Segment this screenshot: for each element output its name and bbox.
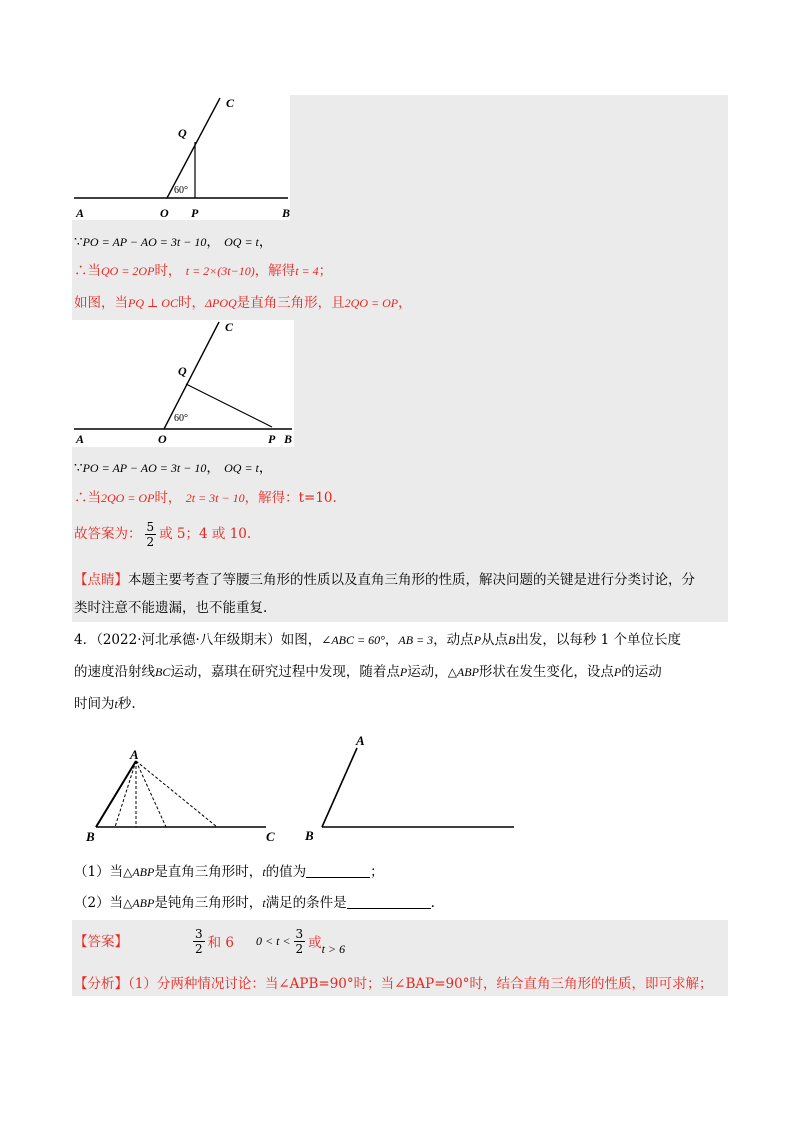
variable-t: t [114,697,118,711]
ab-condition: AB = 3 [398,633,434,647]
comma: ， [398,295,412,311]
fig1-label-c: C [226,96,235,110]
q1-prefix: （1）当 [74,864,124,880]
expr-po: PO = AP − AO = 3t − 10 [82,461,207,475]
fraction-numerator: 5 [146,520,155,534]
when-text: 时， [154,263,182,279]
q1-text: 是直角三角形时， [154,864,263,880]
fraction-denominator: 2 [295,941,304,956]
or-text: 或 [308,935,322,951]
fig2-ray-oc [164,322,219,429]
fig1-angle-label: 60° [174,185,188,196]
text: 的运动 [621,664,662,680]
block1-line1 [74,232,272,252]
answer-blank-2[interactable] [347,894,431,909]
fig2-segment-pq [186,384,272,427]
comment-tag: 【点睛】 [74,572,128,588]
fraction-denominator: 2 [146,535,155,549]
point-p: P [399,665,408,679]
fig2-label-b: B [284,432,293,446]
comma: ， [258,234,273,250]
text: 运动， [407,664,448,680]
fraction-5-2 [145,520,157,549]
fig3-label-b: B [86,829,95,844]
fig3-dash-3 [136,761,166,827]
comma: ， [206,460,220,476]
figure-2 [72,318,298,448]
cond-qo: QO = 2OP [101,264,155,278]
fraction-3-2 [193,927,205,956]
fraction-numerator: 3 [295,926,304,941]
q2-text: 是钝角三角形时， [154,895,263,911]
point-p: P [473,633,482,647]
fraction-numerator: 3 [195,926,203,941]
expr-oq: OQ = t [224,235,259,249]
problem-source: （2022·河北承德·八年级期末）如图， [96,632,322,648]
expr-po: PO = AP − AO = 3t − 10 [82,235,207,249]
problem-number: 4． [74,632,97,648]
therefore-when: ∴当 [74,490,101,506]
fig1-label-p: P [191,206,199,220]
point-p: P [613,665,622,679]
fig2-angle-label: 60° [174,413,188,424]
fig3-label-a: A [130,747,139,762]
block2-answer [74,518,251,550]
fraction-3-2 [294,927,306,956]
because-symbol: ∵ [74,234,83,250]
equation: t = 2×(3t−10) [185,264,255,278]
block2-line2 [74,488,337,508]
comma: ， [258,460,273,476]
comma: ， [206,234,220,250]
expr-oq: OQ = t [224,461,259,475]
block2-line1 [74,458,272,478]
therefore-when: ∴当 [74,263,101,279]
fig2-label-q: Q [178,364,187,378]
block1-line3 [74,293,412,313]
fig2-label-a: A [76,432,85,446]
text: 运动，嘉琪在研究过程中发现，随着点 [170,664,400,680]
fig1-label-a: A [76,206,85,220]
analysis-tag: 【分析】 [74,976,128,992]
problem4-line2 [74,662,662,682]
answer-shade [72,920,728,968]
fig1-label-b: B [282,206,291,220]
fig3-dash-1 [115,761,136,827]
equation: 2t = 3t − 10 [185,491,245,505]
comma: ， [384,632,399,648]
as-figure-when: 如图，当 [74,295,128,311]
block1-line2 [74,261,332,281]
variable-t: t [262,865,266,879]
triangle-abp: △ABP [447,665,479,679]
answer-1 [190,921,234,961]
ray-bc: BC [155,665,171,679]
triangle-abp: △ABP [123,865,155,879]
q2-prefix: （2）当 [74,895,124,911]
fig2-label-c: C [225,320,234,334]
figure-1 [72,95,292,223]
semicolon: ； [318,263,333,279]
fig3-label-c: C [266,829,275,844]
solve-text: ，解得 [254,263,296,279]
text: 时间为 [74,696,115,712]
fig4-label-b: B [305,828,314,843]
fig2-label-o: O [158,432,167,446]
comment-text: 本题主要考查了等腰三角形的性质以及直角三角形的性质，解决问题的关键是进行分类讨论，分 [128,572,695,588]
fig3-dash-4 [136,761,217,827]
answer-2 [256,921,345,961]
fig3-line-ab [96,761,136,827]
triangle-poq: ΔPOQ [204,296,237,310]
text: ，动点 [433,632,474,648]
fig1-label-q: Q [178,126,187,140]
answer-2-range-2: t > 6 [321,941,346,956]
answer-tag: 【答案】 [74,934,128,950]
question-2 [74,893,435,913]
problem4-line3 [74,694,136,714]
analysis-line [74,974,712,994]
point-b: B [508,633,516,647]
problem4-line1 [74,630,681,650]
block2-comment-2 [74,598,267,618]
text: 秒. [117,696,136,712]
fig4-segment-ba [322,748,357,827]
text: 的速度沿射线 [74,664,155,680]
because-symbol: ∵ [74,460,83,476]
solve-text: ，解得： [244,490,299,506]
fig2-label-p: P [268,432,276,446]
q1-text: 的值为 [265,864,307,880]
triangle-abp: △ABP [123,896,155,910]
answer-2-range: 0 < t < [256,933,291,948]
cond: 2QO = OP [101,491,155,505]
angle-condition: ∠ABC = 60° [321,633,385,647]
period: . [430,895,435,911]
comment-text: 类时注意不能遗漏，也不能重复. [74,600,268,616]
text: 形状在发生变化，设点 [478,664,614,680]
when-text: 时， [177,295,205,311]
answer-1-rest: 和 6 [207,935,235,951]
figure-4 [300,730,520,845]
semicolon: ； [370,864,384,880]
text: 从点 [481,632,509,648]
answer-blank-1[interactable] [306,863,370,878]
variable-t: t [262,896,266,910]
fig4-label-a: A [356,733,365,748]
cond-perp: PQ ⊥ OC [128,296,178,310]
result: t=10. [298,490,337,506]
figure-3 [80,745,290,845]
q2-text: 满足的条件是 [265,895,347,911]
when-text: 时， [154,490,182,506]
answer-rest: 或 5；4 或 10. [159,526,252,542]
right-triangle-text: 是直角三角形，且 [236,295,345,311]
block2-comment-1 [74,570,695,590]
relation: 2QO = OP [344,296,399,310]
text: 出发，以每秒 1 个单位长度 [515,632,682,648]
fig1-label-o: O [160,206,169,220]
answer-prefix: 故答案为： [74,526,142,542]
fig1-ray-oc [167,98,220,198]
analysis-text: （1）分两种情况讨论：当∠APB=90°时；当∠BAP=90°时，结合直角三角形的性质，即可求解； [128,976,713,992]
question-1 [74,862,384,882]
result: t = 4 [295,264,319,278]
fraction-denominator: 2 [195,941,203,956]
